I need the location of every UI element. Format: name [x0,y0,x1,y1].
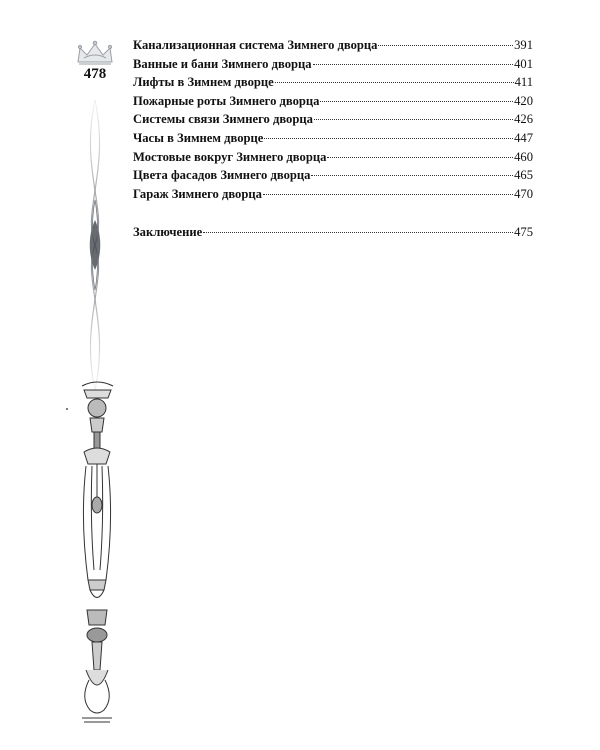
toc-entry [133,92,533,111]
toc-entry-page: 426 [514,112,533,127]
toc-entry-title: Часы в Зимнем дворце [133,130,264,145]
toc-entry-page: 420 [514,93,533,108]
toc-entry-title: Заключение [133,225,203,240]
dot-leader [314,119,513,120]
toc-entry [133,55,533,74]
toc-entry-title: Лифты в Зимнем дворце [133,75,274,90]
toc-entry-title: Пожарные роты Зимнего дворца [133,93,320,108]
dot-leader [263,194,513,195]
toc-entry-page: 475 [514,225,533,240]
decorative-column [70,380,125,725]
dot-leader [313,64,514,65]
toc-entry-title: Ванные и бани Зимнего дворца [133,56,312,71]
page-number: 478 [83,66,107,82]
toc-entry-page: 401 [514,56,533,71]
dot-leader [264,138,513,139]
toc-entry-page: 391 [514,38,533,52]
toc-entry-page: 411 [514,75,533,90]
toc-entry-title: Канализационная система Зимнего дворца [133,38,378,52]
toc-entry [133,148,533,167]
toc-entry-page: 460 [514,149,533,164]
toc-entry-title: Системы связи Зимнего дворца [133,112,313,127]
dot-leader [378,45,513,46]
toc-entry [133,36,533,55]
flourish-ornament [80,100,110,390]
crown-icon [74,40,116,66]
toc-entry-title: Цвета фасадов Зимнего дворца [133,168,311,183]
print-speck [66,408,68,410]
toc-gap [133,203,533,223]
page-margin-decoration [60,30,130,730]
toc-entry [133,185,533,204]
toc-entry-conclusion [133,223,533,242]
toc-entry-list [133,36,533,203]
toc-entry [133,166,533,185]
toc-entry-title: Гараж Зимнего дворца [133,186,262,201]
dot-leader [320,101,513,102]
dot-leader [203,232,513,233]
toc-entry-page: 470 [514,186,533,201]
toc-entry-page: 465 [514,168,533,183]
toc-entry-page: 447 [514,130,533,145]
dot-leader [275,82,514,83]
toc-entry [133,73,533,92]
toc-entry [133,129,533,148]
toc-entry [133,110,533,129]
table-of-contents [133,36,533,242]
dot-leader [327,157,513,158]
toc-entry-title: Мостовые вокруг Зимнего дворца [133,149,327,164]
dot-leader [311,175,513,176]
